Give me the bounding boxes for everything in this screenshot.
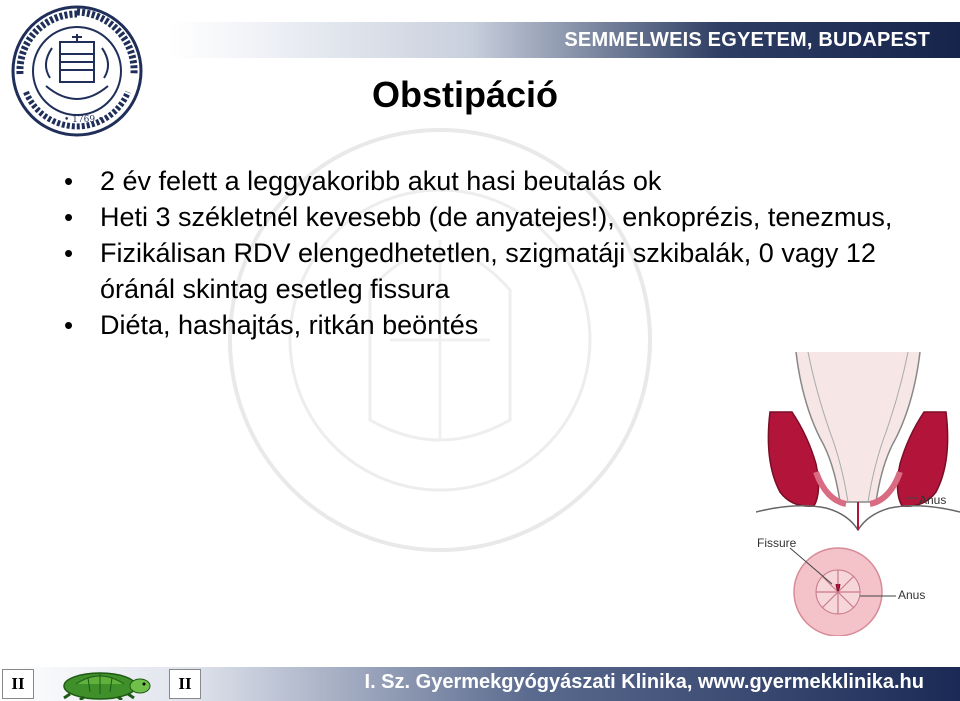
bullet-item — [58, 163, 918, 199]
anus-label: Anus — [919, 493, 947, 507]
bullet-text: 2 év felett a leggyakoribb akut hasi beutalás ok — [100, 166, 662, 196]
bullet-dot-icon: • — [64, 238, 74, 268]
anus-label: Anus — [898, 588, 926, 602]
bullet-item — [58, 199, 900, 235]
bullet-item — [58, 235, 945, 307]
bullet-dot-icon: • — [64, 166, 74, 196]
bullet-text: Heti 3 székletnél kevesebb (de anyatejes!), enkoprézis, tenezmus, — [100, 202, 893, 232]
svg-text:• 1769 •: • 1769 • — [64, 115, 104, 125]
slide-title: Obstipáció — [372, 74, 559, 115]
university-seal-logo — [6, 4, 148, 138]
roman-numeral-badge: II — [2, 669, 34, 699]
fissure-label: Fissure — [757, 536, 797, 550]
clinic-footer-text: I. Sz. Gyermekgyógyászati Klinika, www.gyermekklinika.hu — [364, 671, 924, 693]
university-name: SEMMELWEIS EGYETEM, BUDAPEST — [564, 29, 930, 51]
bullet-dot-icon: • — [64, 202, 74, 232]
bullet-list — [58, 163, 918, 343]
bullet-dot-icon: • — [64, 310, 74, 340]
bullet-text: Diéta, hashajtás, ritkán beöntés — [100, 310, 479, 340]
turtle-icon — [40, 664, 160, 700]
bullet-item — [58, 307, 918, 343]
roman-numeral-badge: II — [169, 669, 201, 699]
bullet-text: Fizikálisan RDV elengedhetetlen, szigmatáji szkibalák, 0 vagy 12 óránál skintag esetleg fissura — [100, 238, 876, 304]
